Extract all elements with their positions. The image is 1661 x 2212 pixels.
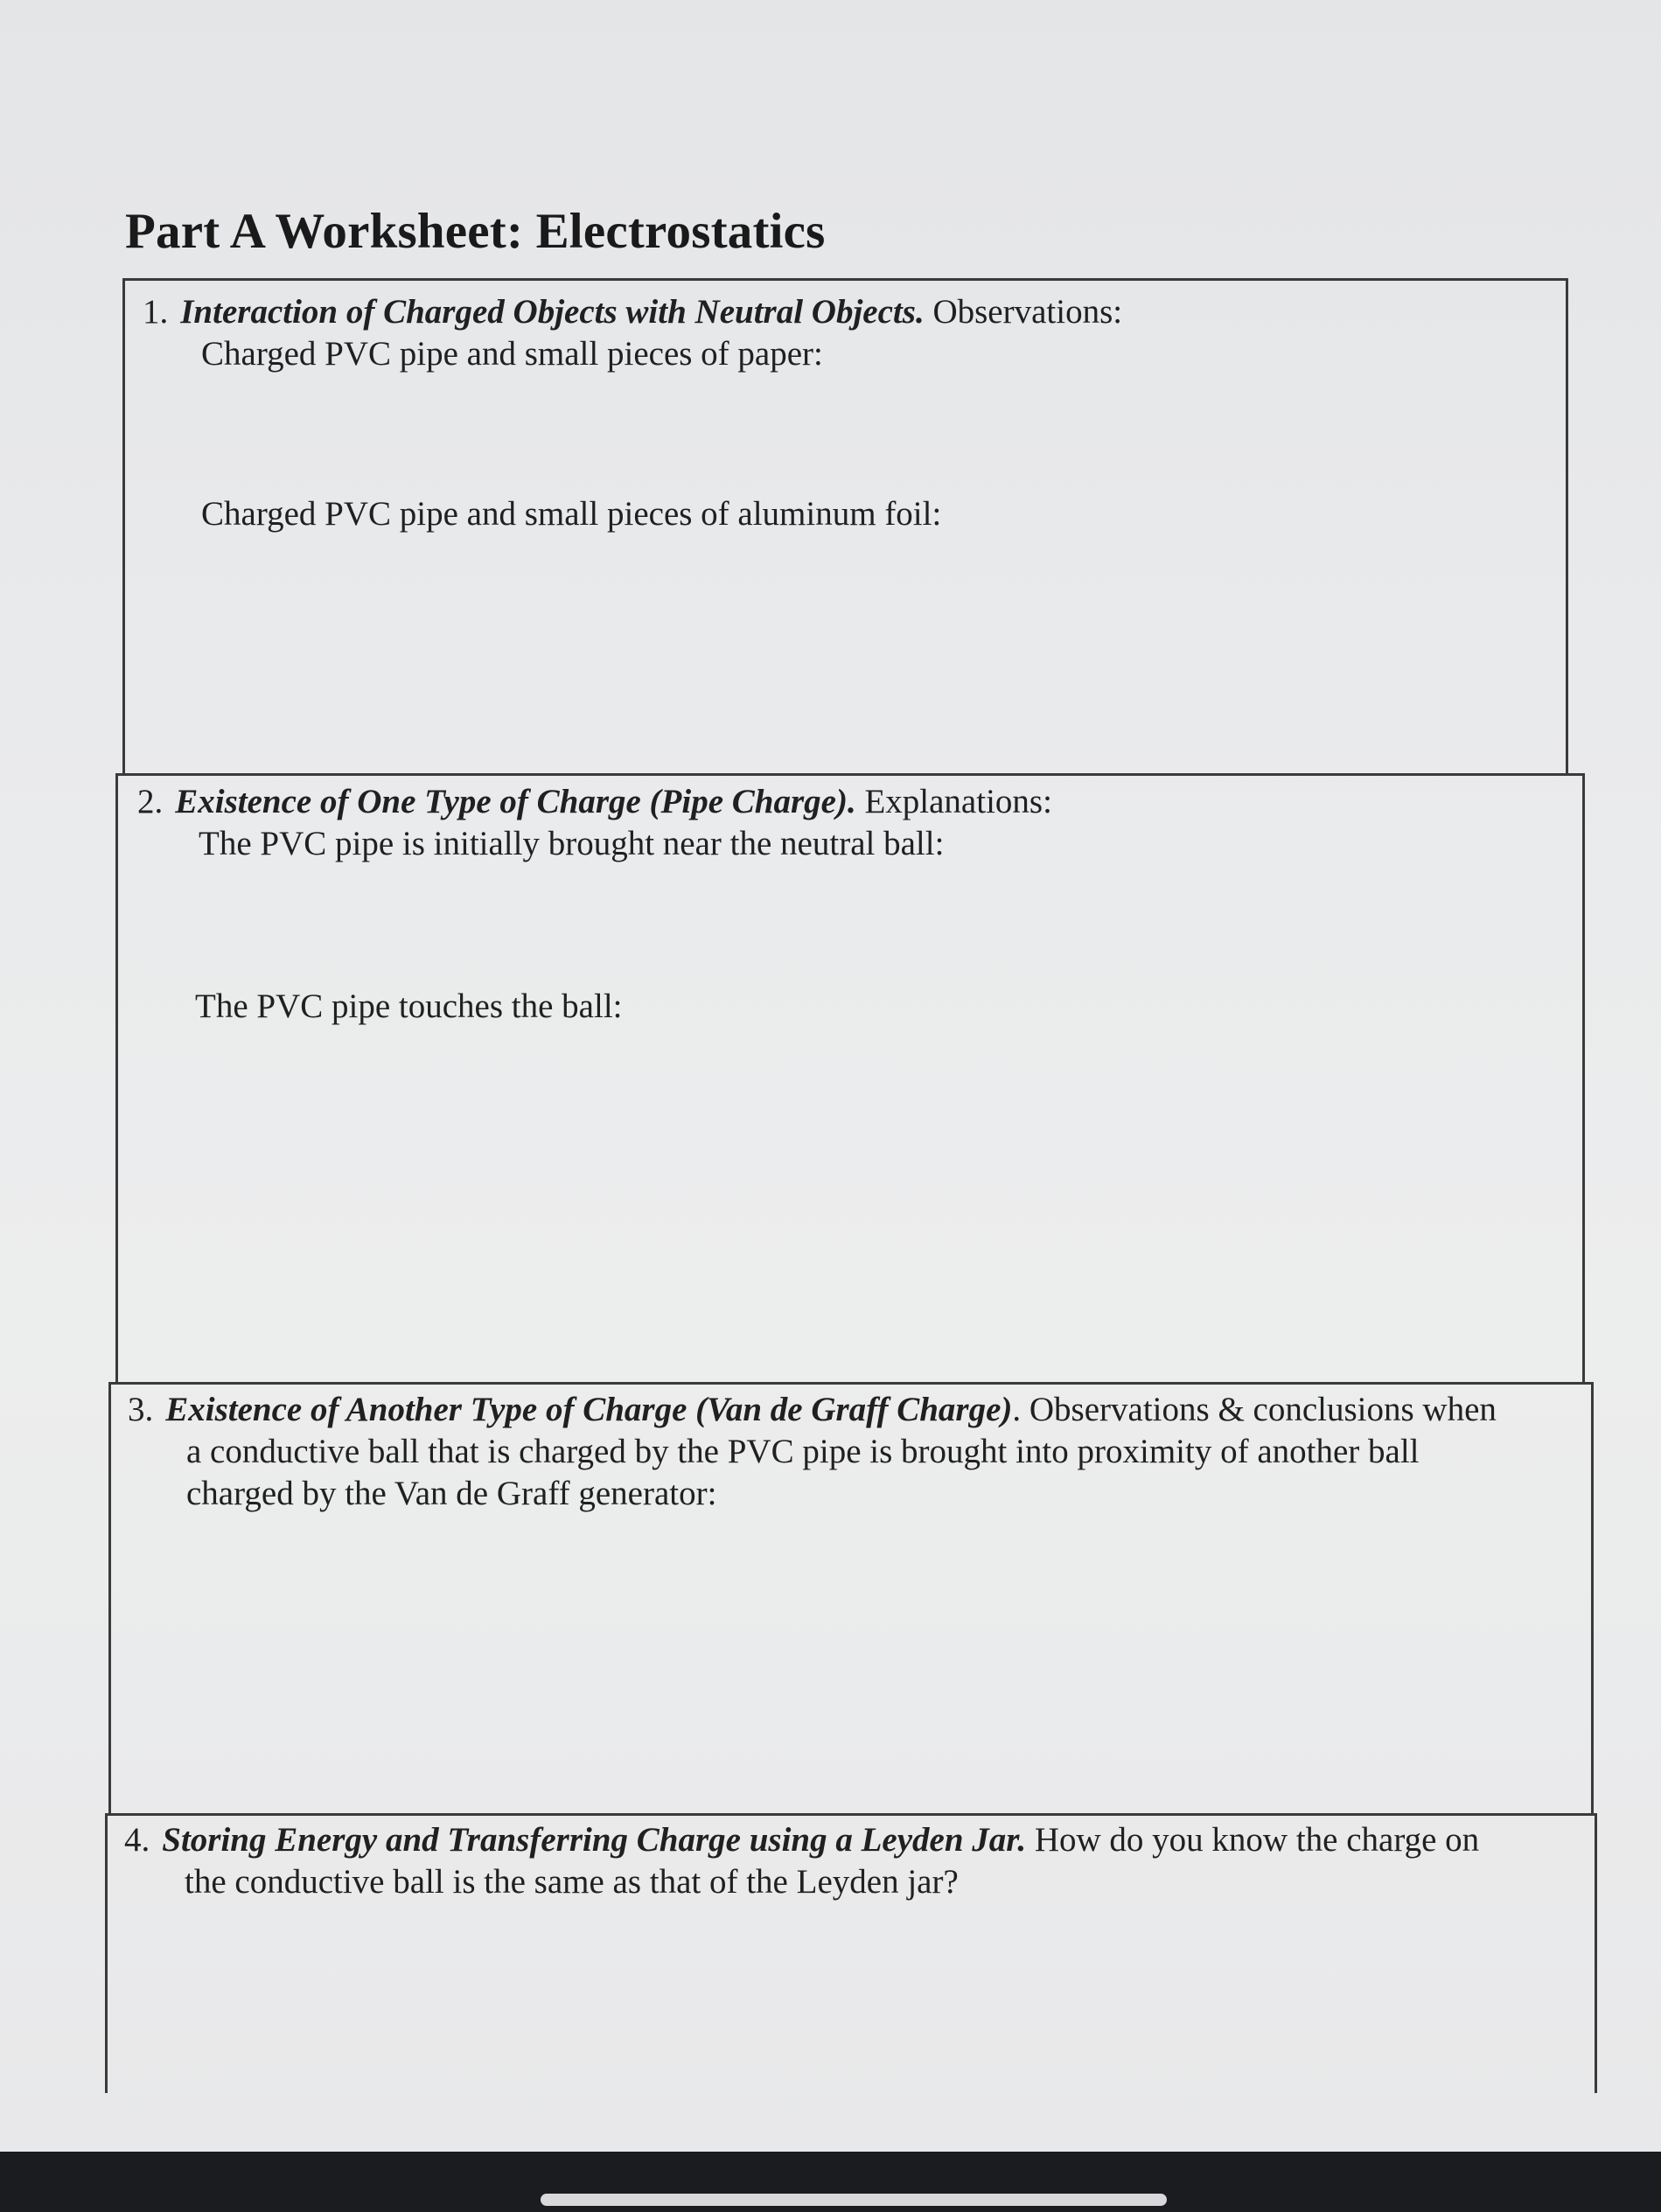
section-4-heading xyxy=(124,1819,1479,1861)
section-4-text-line: the conductive ball is the same as that of the Leyden jar? xyxy=(185,1863,959,1901)
section-number: 1. xyxy=(143,293,169,331)
section-title: Interaction of Charged Objects with Neutral Objects. xyxy=(180,293,925,331)
section-title: Existence of One Type of Charge (Pipe Charge). xyxy=(175,783,856,820)
section-3-text-line: a conductive ball that is charged by the PVC pipe is brought into proximity of another ball xyxy=(186,1433,1420,1470)
home-indicator[interactable] xyxy=(541,2194,1167,2206)
section-title: Existence of Another Type of Charge (Van de Graff Charge) xyxy=(165,1391,1013,1428)
prompt-brought-near: The PVC pipe is initially brought near the neutral ball: xyxy=(199,825,945,862)
section-number: 2. xyxy=(137,783,164,820)
section-title-rest: . Observations & conclusions when xyxy=(1012,1391,1497,1428)
section-number: 4. xyxy=(124,1821,150,1859)
section-title-rest: Explanations: xyxy=(855,783,1052,820)
page-title: Part A Worksheet: Electrostatics xyxy=(125,204,826,259)
section-3-text-line: charged by the Van de Graff generator: xyxy=(186,1475,717,1512)
section-1-heading xyxy=(143,291,1122,333)
section-title-rest: How do you know the charge on xyxy=(1026,1821,1480,1859)
section-2-heading xyxy=(137,781,1052,823)
section-number: 3. xyxy=(128,1391,154,1428)
prompt-aluminum-foil: Charged PVC pipe and small pieces of aluminum foil: xyxy=(201,495,942,533)
prompt-touches-ball: The PVC pipe touches the ball: xyxy=(195,987,623,1025)
section-title-rest: Observations: xyxy=(924,293,1123,331)
prompt-paper: Charged PVC pipe and small pieces of paper: xyxy=(201,335,823,373)
section-3-heading xyxy=(128,1389,1497,1431)
section-title: Storing Energy and Transferring Charge using a Leyden Jar. xyxy=(162,1821,1027,1859)
